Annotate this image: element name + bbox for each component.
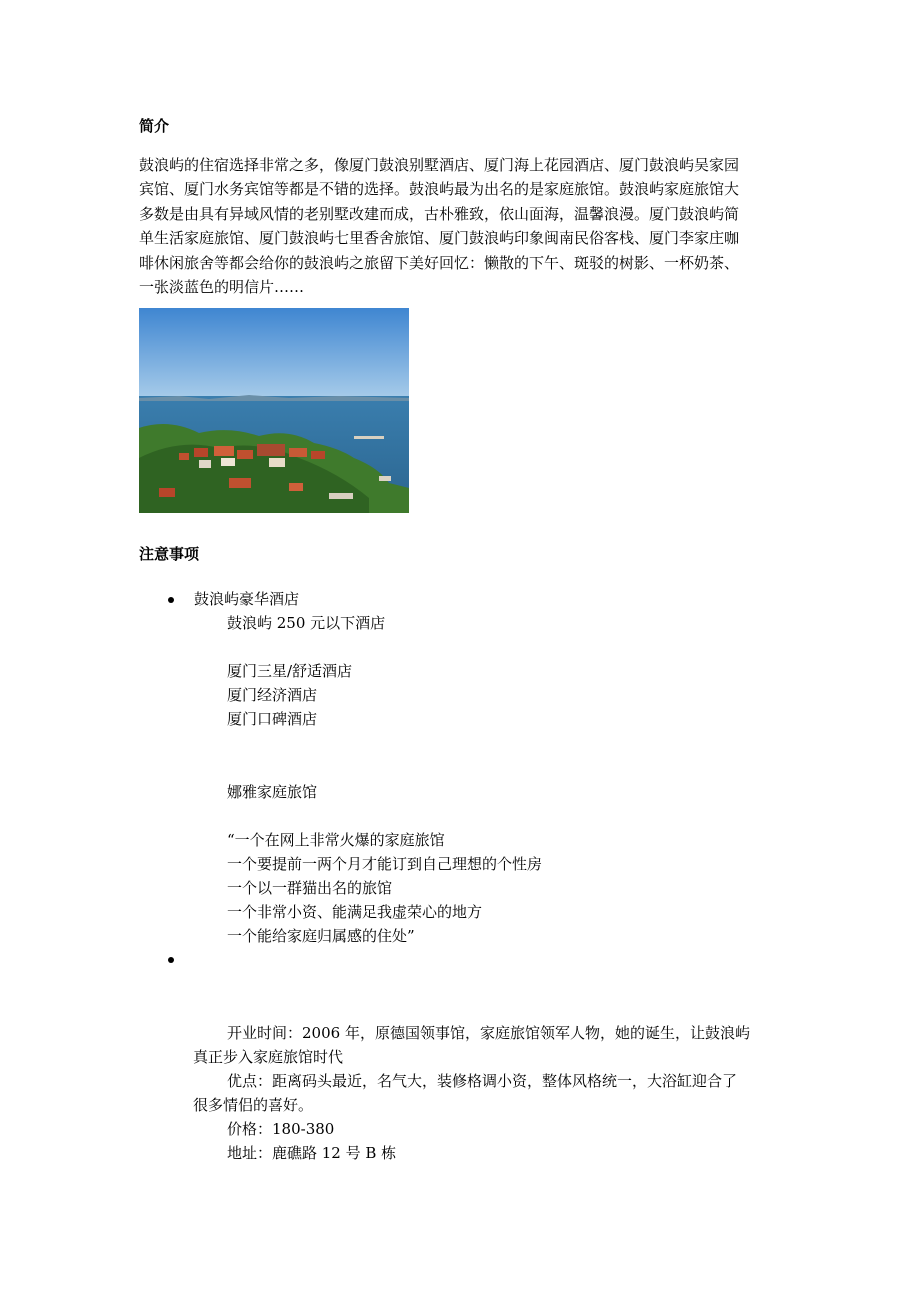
link-budget-hotels[interactable]: 厦门经济酒店 [227,686,318,704]
intro-heading: 简介 [139,117,170,135]
intro-line: 啡休闲旅舍等都会给你的鼓浪屿之旅留下美好回忆：懒散的下午、斑驳的树影、一杯奶茶、 [139,253,740,272]
address: 地址：鹿礁路 12 号 B 栋 [227,1144,397,1162]
intro-line: 单生活家庭旅馆、厦门鼓浪屿七里香舍旅馆、厦门鼓浪屿印象闽南民俗客栈、厦门李家庄咖 [139,229,740,248]
intro-paragraph [139,153,784,299]
link-under-250-hotels[interactable]: 鼓浪屿 250 元以下酒店 [227,614,386,632]
hotel-name: 娜雅家庭旅馆 [227,783,318,801]
notes-heading: 注意事项 [139,545,200,563]
quote-line: “一个在网上非常火爆的家庭旅馆 [227,831,445,849]
list-bullet [168,597,174,603]
intro-line: 多数是由具有异域风情的老别墅改建而成，古朴雅致，依山面海，温馨浪漫。厦门鼓浪屿简 [139,204,740,223]
opening-time-line: 开业时间：2006 年，原德国领事馆，家庭旅馆领军人物，她的诞生，让鼓浪屿 [227,1024,750,1042]
list-item-luxury-hotels[interactable]: 鼓浪屿豪华酒店 [194,590,300,608]
quote-line: 一个非常小资、能满足我虚荣心的地方 [227,903,483,921]
opening-time [193,1021,793,1069]
intro-line: 宾馆、厦门水务宾馆等都是不错的选择。鼓浪屿最为出名的是家庭旅馆。鼓浪屿家庭旅馆大 [139,180,740,199]
gulangyu-island-photo [139,308,409,513]
quote-line: 一个要提前一两个月才能订到自己理想的个性房 [227,855,543,873]
quote-line: 一个以一群猫出名的旅馆 [227,879,393,897]
price: 价格：180-380 [227,1120,335,1138]
advantages [193,1069,793,1117]
list-bullet [168,957,174,963]
quote-line: 一个能给家庭归属感的住处” [227,927,415,945]
opening-time-line: 真正步入家庭旅馆时代 [193,1048,344,1066]
intro-line: 一张淡蓝色的明信片…… [139,278,305,297]
link-three-star-hotels[interactable]: 厦门三星/舒适酒店 [227,662,353,680]
intro-line: 鼓浪屿的住宿选择非常之多，像厦门鼓浪别墅酒店、厦门海上花园酒店、厦门鼓浪屿吴家园 [139,156,740,174]
advantages-line: 优点：距离码头最近，名气大，装修格调小资，整体风格统一，大浴缸迎合了 [227,1072,738,1090]
advantages-line: 很多情侣的喜好。 [193,1096,314,1114]
link-reputation-hotels[interactable]: 厦门口碑酒店 [227,710,318,728]
